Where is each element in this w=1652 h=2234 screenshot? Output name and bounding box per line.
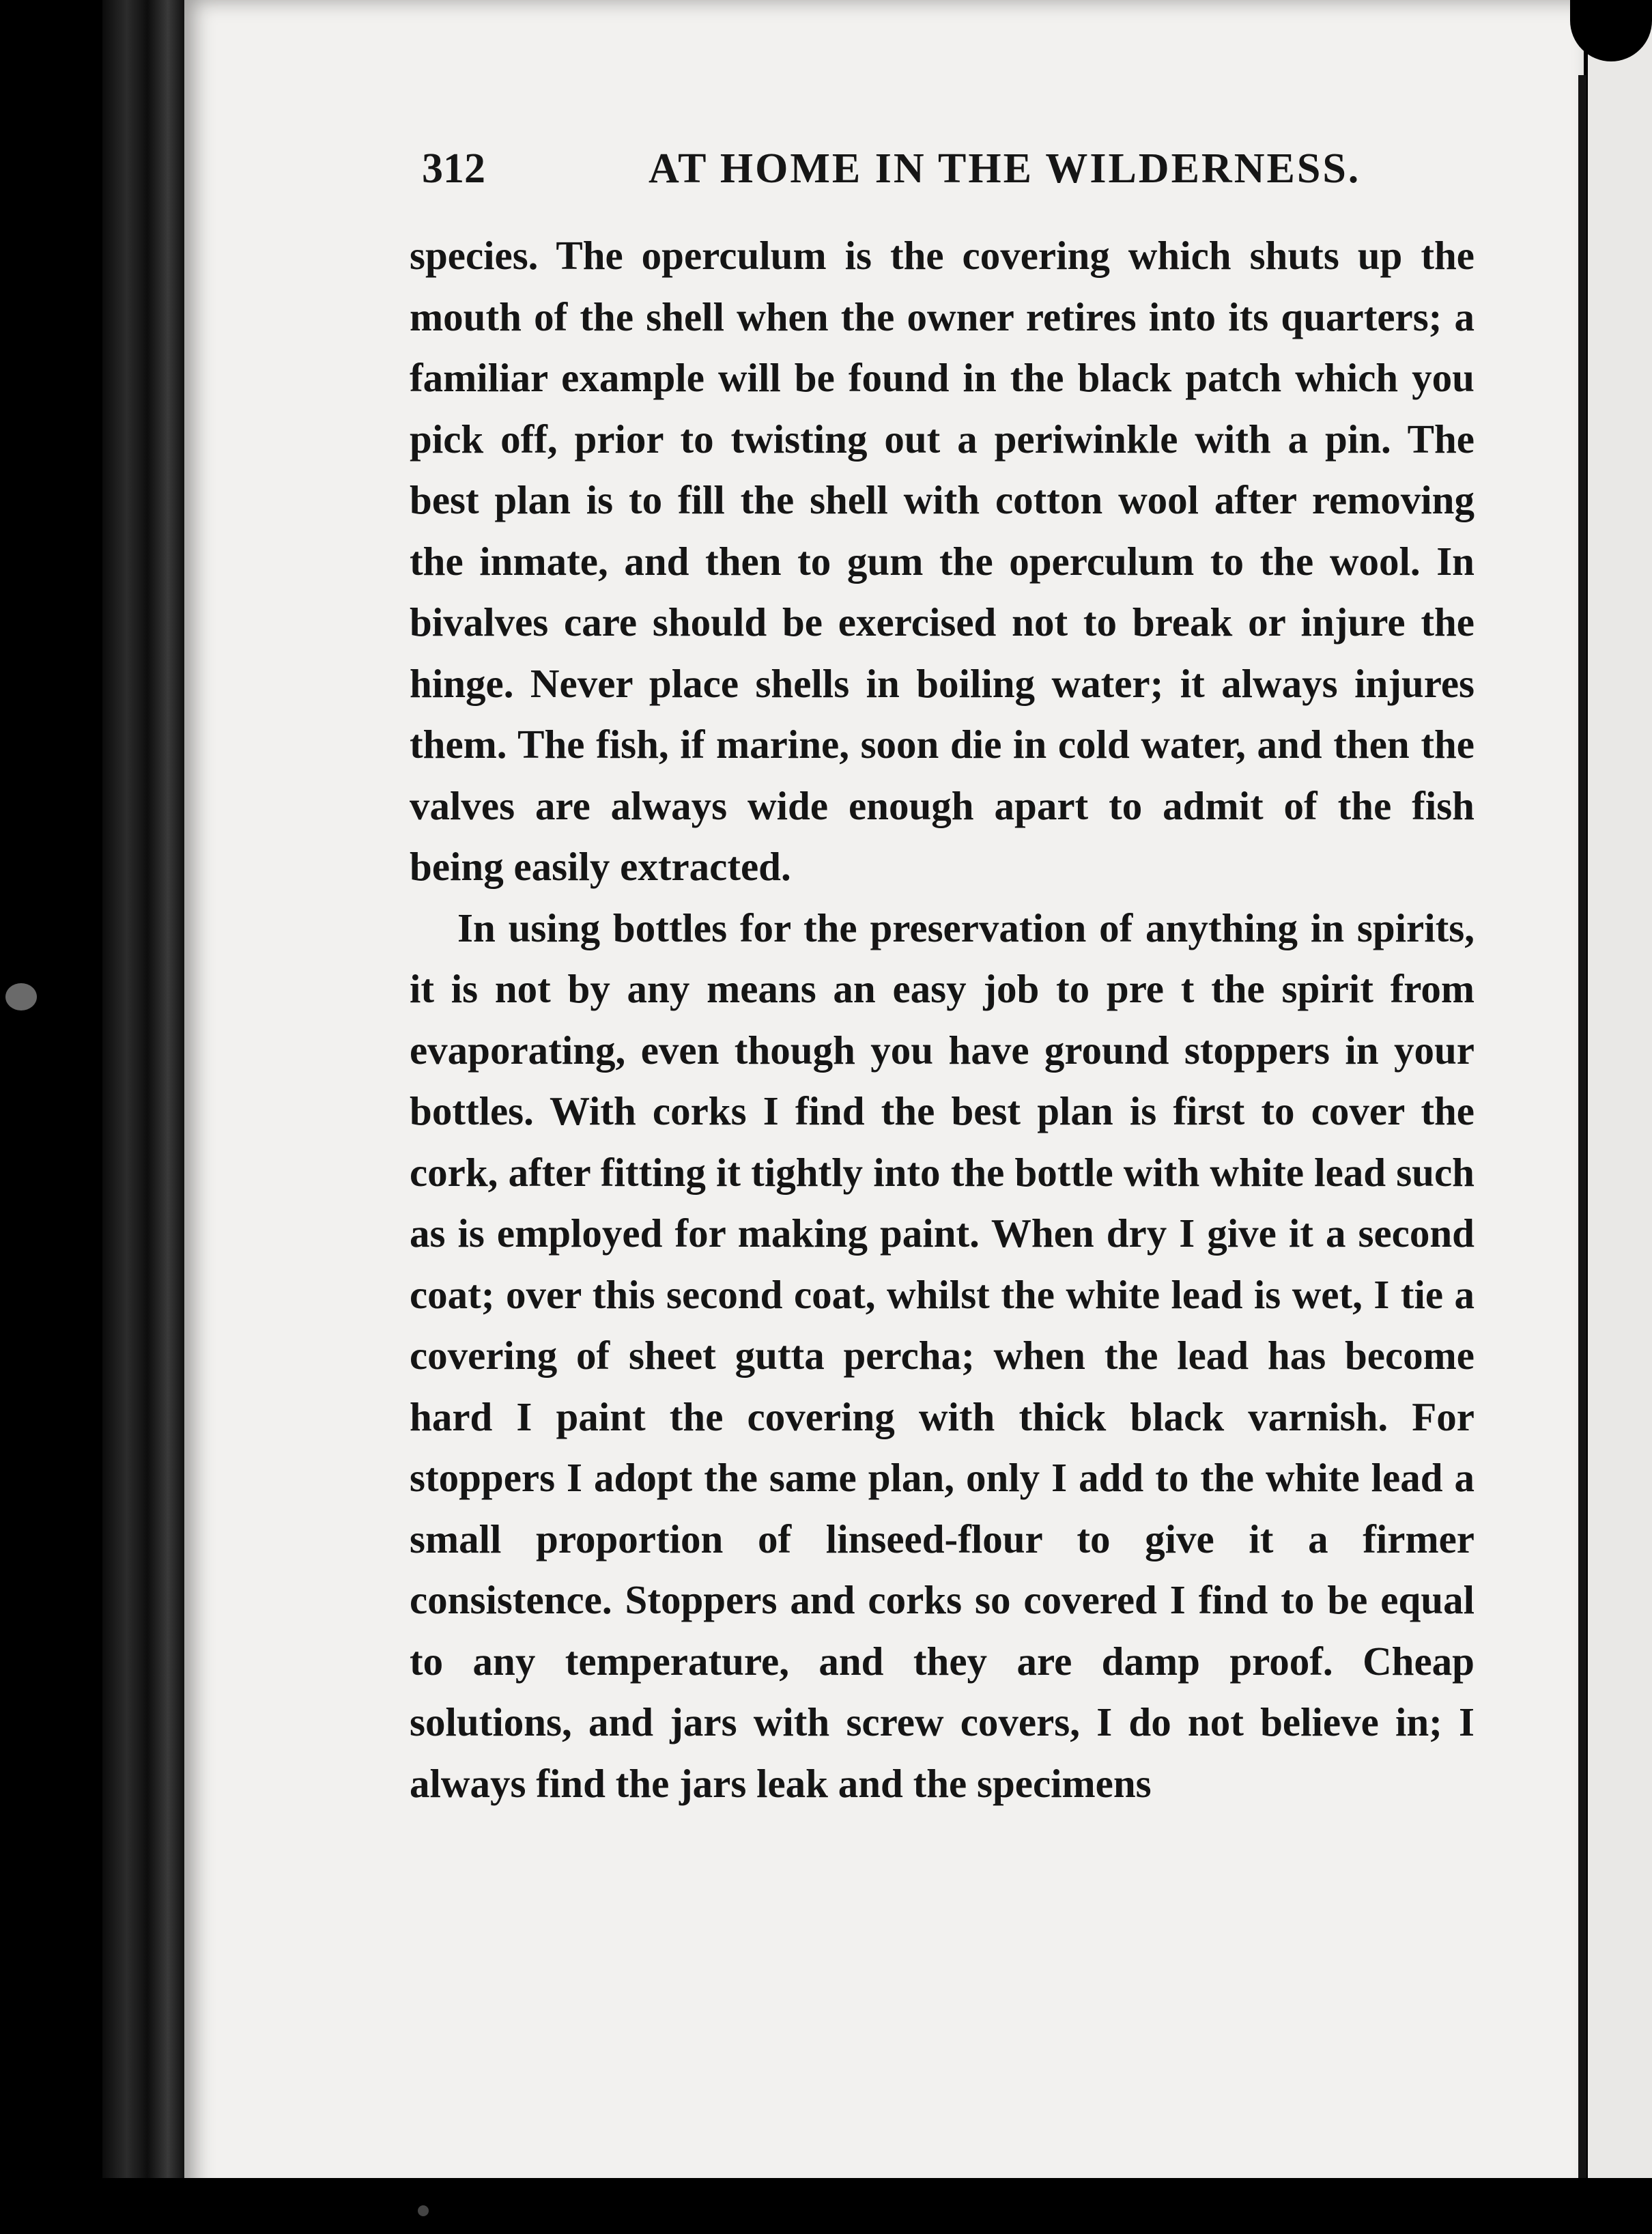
scan-bottom-edge [0, 2178, 1652, 2234]
running-title-text: AT HOME IN THE WILDERNESS. [649, 145, 1361, 192]
paragraph: species. The operculum is the covering which shuts up the mouth of the shell when the owner retires into its quarters; a familiar example will be found in the black patch which you pick off, prior to twisting out a periwinkle with a pin. The best plan is to fill the shell with cotton wool after removing the inmate, and then to gum the operculum to the wool. In bivalves care should be exercised not to break or injure the hinge. Never place shells in boiling water; it always injures them. The fish, if marine, soon die in cold water, and then the valves are always wide enough apart to admit of the fish being easily extracted. [410, 233, 1475, 889]
ink-speck [5, 983, 37, 1010]
ink-speck [418, 2205, 429, 2216]
adjacent-page-strip [1588, 0, 1652, 2234]
body-text [410, 225, 1475, 1814]
running-title [649, 145, 1652, 193]
page-number: 312 [422, 145, 485, 192]
paragraph: In using bottles for the preservation of anything in spirits, it is not by any means an easy job to pre t the spirit from evaporating, even though you have ground stoppers in your bottles. With corks I find the best plan is first to cover the cork, after fitting it tightly into the bottle with white lead such as is employed for making paint. When dry I give it a second coat; over this second coat, whilst the white lead is wet, I tie a covering of sheet gutta percha; when the lead has become hard I paint the covering with thick black varnish. For stoppers I adopt the same plan, only I add to the white lead a small proportion of linseed-flour to give it a firmer consistence. Stoppers and corks so covered I find to be equal to any temperature, and they are damp proof. Cheap solutions, and jars with screw covers, I do not believe in; I always find the jars leak and the specimens [410, 905, 1475, 1806]
page-stack-edges [102, 0, 184, 2234]
page-right-border [1578, 75, 1586, 2178]
